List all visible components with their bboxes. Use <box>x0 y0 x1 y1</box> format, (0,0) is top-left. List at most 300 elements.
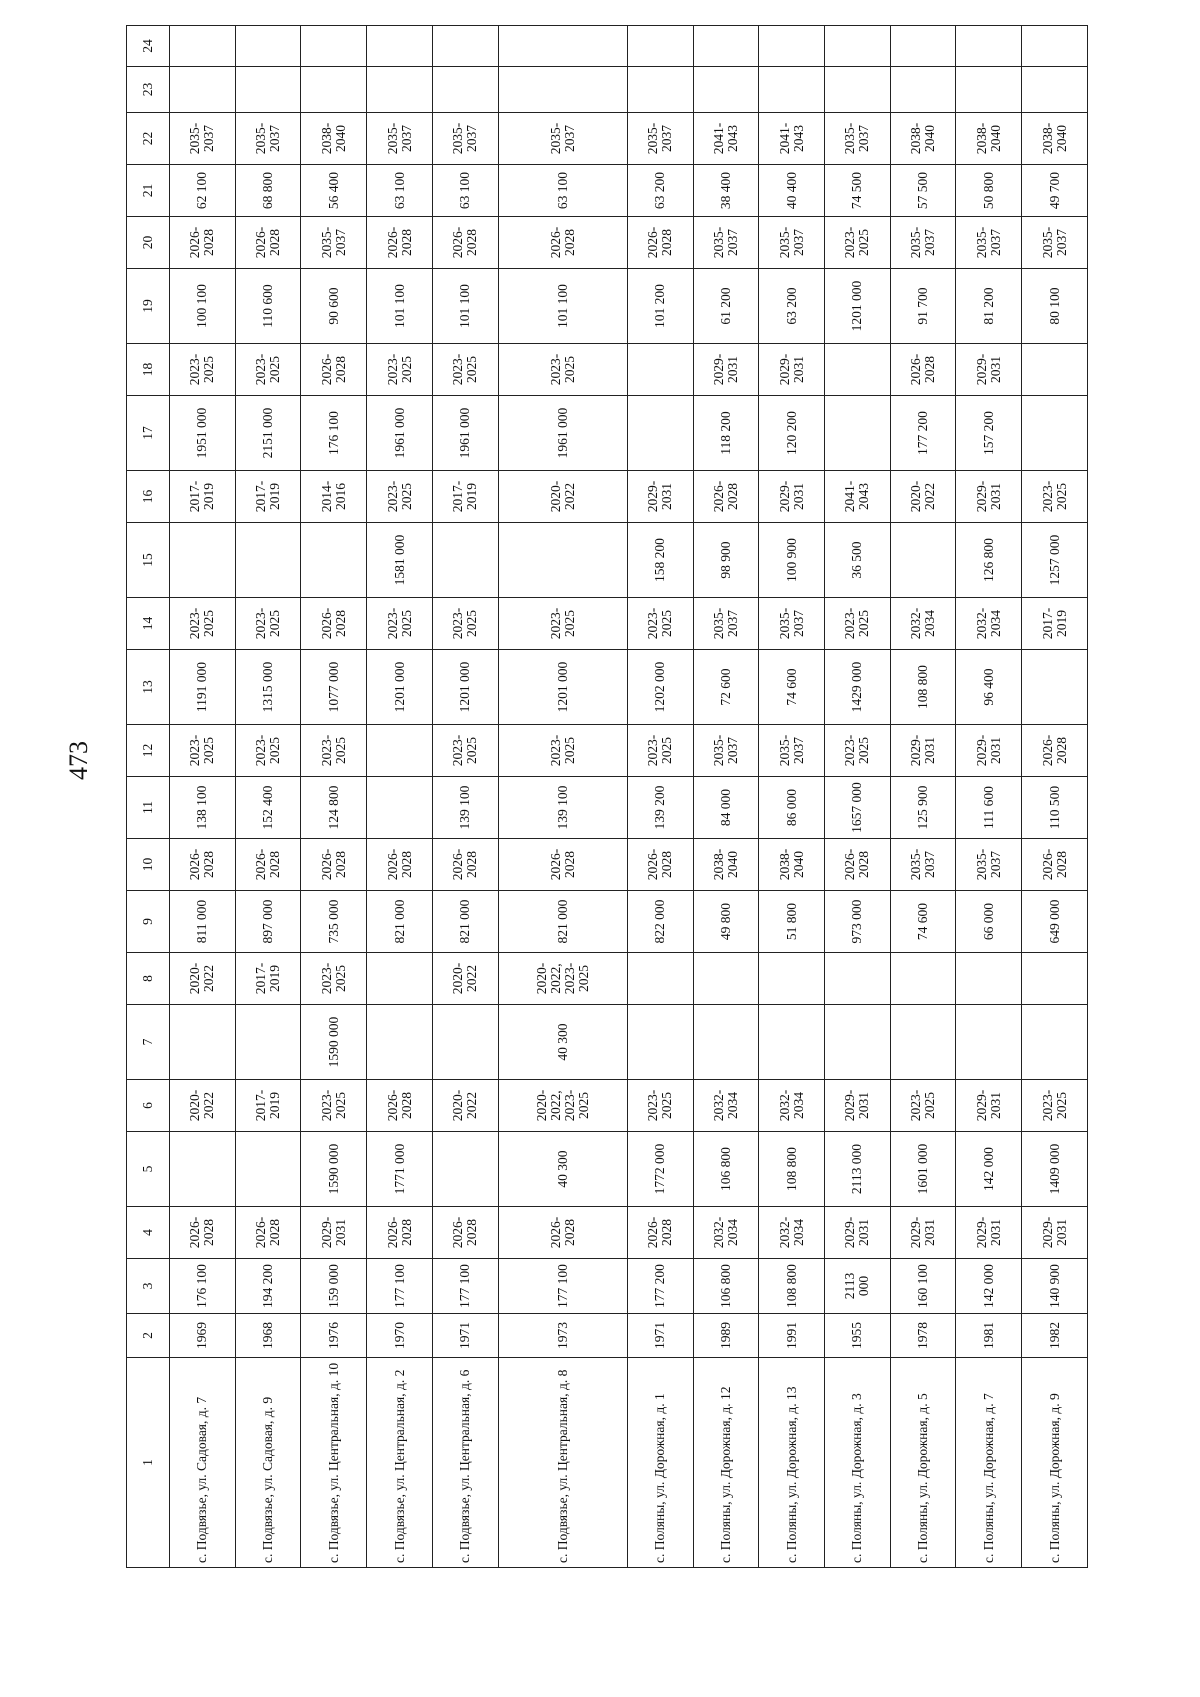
table-cell <box>759 67 825 113</box>
table-cell: 1315 000 <box>235 650 301 725</box>
table-cell: 101 100 <box>367 269 433 344</box>
table-cell: 194 200 <box>235 1259 301 1314</box>
column-header-4: 4 <box>127 1207 170 1259</box>
table-cell <box>498 67 627 113</box>
table-cell: 1202 000 <box>627 650 693 725</box>
table-cell: 2032- 2034 <box>693 1207 759 1259</box>
table-cell: 2035- 2037 <box>956 839 1022 891</box>
table-cell: 1201 000 <box>498 650 627 725</box>
table-cell: 2023- 2025 <box>627 1080 693 1132</box>
table-cell: 2023- 2025 <box>432 725 498 777</box>
table-cell: 2026- 2028 <box>235 1207 301 1259</box>
table-cell: 1971 <box>432 1314 498 1358</box>
table-cell: 2026- 2028 <box>627 217 693 269</box>
table-cell <box>235 523 301 598</box>
table-cell <box>170 26 236 67</box>
table-cell: 152 400 <box>235 777 301 839</box>
address-cell: с. Поляны, ул. Дорожная, д. 3 <box>824 1358 890 1568</box>
table-cell: 2020- 2022, 2023- 2025 <box>498 953 627 1005</box>
table-cell: 973 000 <box>824 891 890 953</box>
table-cell: 56 400 <box>301 165 367 217</box>
table-cell <box>627 396 693 471</box>
table-row <box>432 26 498 1568</box>
table-cell: 2029- 2031 <box>301 1207 367 1259</box>
address-cell: с. Подвязье, ул. Центральная, д. 8 <box>498 1358 627 1568</box>
table-cell <box>693 1005 759 1080</box>
table-cell: 2023- 2025 <box>432 344 498 396</box>
table-cell: 2017- 2019 <box>170 471 236 523</box>
table-cell <box>170 67 236 113</box>
table-cell <box>367 725 433 777</box>
table-cell: 38 400 <box>693 165 759 217</box>
table-cell: 2026- 2028 <box>693 471 759 523</box>
table-cell: 139 100 <box>498 777 627 839</box>
table-cell <box>890 523 956 598</box>
table-row <box>301 26 367 1568</box>
table-cell: 40 300 <box>498 1005 627 1080</box>
table-cell: 177 200 <box>627 1259 693 1314</box>
table-cell: 98 900 <box>693 523 759 598</box>
table-cell: 2038- 2040 <box>1022 113 1088 165</box>
table-cell <box>367 777 433 839</box>
table-cell: 176 100 <box>170 1259 236 1314</box>
table-cell <box>170 1005 236 1080</box>
table-cell: 2020- 2022, 2023- 2025 <box>498 1080 627 1132</box>
address-cell: с. Подвязье, ул. Центральная, д. 6 <box>432 1358 498 1568</box>
table-cell: 2041- 2043 <box>693 113 759 165</box>
table-cell: 36 500 <box>824 523 890 598</box>
table-cell <box>367 67 433 113</box>
table-cell: 2026- 2028 <box>432 839 498 891</box>
table-cell: 110 500 <box>1022 777 1088 839</box>
table-cell: 63 200 <box>759 269 825 344</box>
table-cell: 1971 <box>627 1314 693 1358</box>
column-header-14: 14 <box>127 598 170 650</box>
table-cell: 118 200 <box>693 396 759 471</box>
table-cell: 50 800 <box>956 165 1022 217</box>
table-cell: 72 600 <box>693 650 759 725</box>
table-cell: 1581 000 <box>367 523 433 598</box>
table-cell <box>824 396 890 471</box>
table-cell: 2029- 2031 <box>956 1207 1022 1259</box>
table-row <box>235 26 301 1568</box>
table-cell: 2035- 2037 <box>693 217 759 269</box>
table-cell: 63 100 <box>367 165 433 217</box>
column-header-11: 11 <box>127 777 170 839</box>
table-cell: 2026- 2028 <box>498 839 627 891</box>
table-cell: 1981 <box>956 1314 1022 1358</box>
table-cell: 2029- 2031 <box>627 471 693 523</box>
table-cell: 66 000 <box>956 891 1022 953</box>
table-cell: 2035- 2037 <box>498 113 627 165</box>
table-cell: 2023- 2025 <box>498 725 627 777</box>
table-cell: 74 600 <box>890 891 956 953</box>
table-cell <box>367 953 433 1005</box>
table-row <box>1022 26 1088 1568</box>
table-cell <box>432 26 498 67</box>
table-cell: 2029- 2031 <box>890 1207 956 1259</box>
table-cell: 2035- 2037 <box>693 725 759 777</box>
column-header-7: 7 <box>127 1005 170 1080</box>
table-row <box>627 26 693 1568</box>
table-cell: 1961 000 <box>367 396 433 471</box>
table-cell: 1077 000 <box>301 650 367 725</box>
table-cell <box>432 1132 498 1207</box>
table-cell: 2023- 2025 <box>498 344 627 396</box>
table-cell: 1590 000 <box>301 1005 367 1080</box>
address-cell: с. Подвязье, ул. Садовая, д. 7 <box>170 1358 236 1568</box>
table-cell <box>1022 650 1088 725</box>
table-cell: 2026- 2028 <box>498 217 627 269</box>
table-cell: 2020- 2022 <box>170 953 236 1005</box>
table-cell: 2032- 2034 <box>890 598 956 650</box>
table-cell: 139 100 <box>432 777 498 839</box>
table-cell <box>890 953 956 1005</box>
table-cell: 821 000 <box>367 891 433 953</box>
table-cell <box>170 523 236 598</box>
table-cell: 177 100 <box>498 1259 627 1314</box>
table-cell: 1970 <box>367 1314 433 1358</box>
table-cell: 821 000 <box>498 891 627 953</box>
column-header-16: 16 <box>127 471 170 523</box>
table-cell: 897 000 <box>235 891 301 953</box>
table-cell: 139 200 <box>627 777 693 839</box>
table-cell: 2029- 2031 <box>956 344 1022 396</box>
column-header-18: 18 <box>127 344 170 396</box>
table-cell: 2026- 2028 <box>301 839 367 891</box>
table-cell: 2017- 2019 <box>235 1080 301 1132</box>
table-cell: 2035- 2037 <box>1022 217 1088 269</box>
table-cell: 2029- 2031 <box>824 1080 890 1132</box>
table-cell: 2020- 2022 <box>890 471 956 523</box>
table-cell: 2026- 2028 <box>170 839 236 891</box>
column-header-24: 24 <box>127 26 170 67</box>
table-cell: 2026- 2028 <box>824 839 890 891</box>
table-cell <box>759 953 825 1005</box>
table-cell: 2023- 2025 <box>367 471 433 523</box>
table-cell: 2026- 2028 <box>627 1207 693 1259</box>
table-cell: 176 100 <box>301 396 367 471</box>
column-header-9: 9 <box>127 891 170 953</box>
column-header-2: 2 <box>127 1314 170 1358</box>
table-cell <box>301 523 367 598</box>
table-cell: 142 000 <box>956 1259 1022 1314</box>
table-cell: 1968 <box>235 1314 301 1358</box>
table-cell <box>693 953 759 1005</box>
table-cell <box>824 67 890 113</box>
table-cell: 2035- 2037 <box>956 217 1022 269</box>
table-cell: 1951 000 <box>170 396 236 471</box>
table-cell: 2026- 2028 <box>235 217 301 269</box>
table-cell: 101 100 <box>432 269 498 344</box>
table-cell: 126 800 <box>956 523 1022 598</box>
table-cell: 822 000 <box>627 891 693 953</box>
table-cell <box>1022 26 1088 67</box>
table-cell: 2029- 2031 <box>693 344 759 396</box>
table-cell <box>1022 1005 1088 1080</box>
table-cell: 159 000 <box>301 1259 367 1314</box>
table-cell: 2026- 2028 <box>367 217 433 269</box>
address-cell: с. Поляны, ул. Дорожная, д. 9 <box>1022 1358 1088 1568</box>
table-cell: 2038- 2040 <box>956 113 1022 165</box>
table-cell: 106 800 <box>693 1259 759 1314</box>
table-cell <box>367 26 433 67</box>
table-cell: 120 200 <box>759 396 825 471</box>
column-header-8: 8 <box>127 953 170 1005</box>
table-cell: 2023- 2025 <box>890 1080 956 1132</box>
table-cell: 649 000 <box>1022 891 1088 953</box>
table-cell: 2023- 2025 <box>170 598 236 650</box>
table-cell: 1201 000 <box>824 269 890 344</box>
table-cell: 2020- 2022 <box>432 1080 498 1132</box>
table-cell: 101 200 <box>627 269 693 344</box>
table-cell: 2023- 2025 <box>824 598 890 650</box>
table-cell: 2038- 2040 <box>301 113 367 165</box>
column-header-21: 21 <box>127 165 170 217</box>
table-cell: 40 300 <box>498 1132 627 1207</box>
table-cell <box>824 344 890 396</box>
table-cell: 2026- 2028 <box>432 1207 498 1259</box>
table-cell <box>301 67 367 113</box>
table-cell: 74 500 <box>824 165 890 217</box>
table-cell: 2023- 2025 <box>301 725 367 777</box>
table-cell: 62 100 <box>170 165 236 217</box>
table-cell: 101 100 <box>498 269 627 344</box>
table-cell: 2029- 2031 <box>956 725 1022 777</box>
table-cell: 2035- 2037 <box>367 113 433 165</box>
table-cell <box>693 67 759 113</box>
table-cell: 2035- 2037 <box>432 113 498 165</box>
table-cell <box>498 26 627 67</box>
table-row <box>170 26 236 1568</box>
table-cell: 2026- 2028 <box>1022 725 1088 777</box>
table-cell <box>627 344 693 396</box>
table-cell: 2020- 2022 <box>498 471 627 523</box>
table-cell: 2035- 2037 <box>890 839 956 891</box>
column-header-5: 5 <box>127 1132 170 1207</box>
address-cell: с. Подвязье, ул. Садовая, д. 9 <box>235 1358 301 1568</box>
table-cell: 2029- 2031 <box>956 1080 1022 1132</box>
table-cell: 63 100 <box>432 165 498 217</box>
table-row <box>498 26 627 1568</box>
table-cell: 2023- 2025 <box>367 598 433 650</box>
header-row <box>127 26 170 1568</box>
table-cell: 1969 <box>170 1314 236 1358</box>
table-cell: 1989 <box>693 1314 759 1358</box>
table-cell <box>432 1005 498 1080</box>
table-cell: 2035- 2037 <box>170 113 236 165</box>
table-cell: 2023- 2025 <box>824 725 890 777</box>
table-cell <box>170 1132 236 1207</box>
table-cell <box>956 26 1022 67</box>
table-cell: 2113 000 <box>824 1132 890 1207</box>
table-cell <box>1022 344 1088 396</box>
column-header-20: 20 <box>127 217 170 269</box>
table-cell: 1978 <box>890 1314 956 1358</box>
table-cell: 2026- 2028 <box>235 839 301 891</box>
address-cell: с. Поляны, ул. Дорожная, д. 7 <box>956 1358 1022 1568</box>
table-cell: 108 800 <box>890 650 956 725</box>
table-cell: 2029- 2031 <box>824 1207 890 1259</box>
table-cell: 2035- 2037 <box>759 598 825 650</box>
column-header-1: 1 <box>127 1358 170 1568</box>
table-cell: 110 600 <box>235 269 301 344</box>
column-header-10: 10 <box>127 839 170 891</box>
table-cell <box>1022 67 1088 113</box>
table-cell <box>301 26 367 67</box>
table-cell: 2026- 2028 <box>367 1080 433 1132</box>
table-cell: 2032- 2034 <box>759 1080 825 1132</box>
table-cell: 1657 000 <box>824 777 890 839</box>
table-cell: 63 200 <box>627 165 693 217</box>
table-cell <box>432 523 498 598</box>
address-cell: с. Поляны, ул. Дорожная, д. 13 <box>759 1358 825 1568</box>
table-cell <box>890 1005 956 1080</box>
table-cell: 2023- 2025 <box>170 344 236 396</box>
table-cell <box>759 26 825 67</box>
table-cell <box>956 1005 1022 1080</box>
table-cell: 2029- 2031 <box>890 725 956 777</box>
table-cell <box>627 953 693 1005</box>
table-cell: 84 000 <box>693 777 759 839</box>
table-cell: 2023- 2025 <box>498 598 627 650</box>
column-header-3: 3 <box>127 1259 170 1314</box>
table-cell: 2035- 2037 <box>301 217 367 269</box>
table-cell: 1590 000 <box>301 1132 367 1207</box>
table-cell: 2023- 2025 <box>1022 471 1088 523</box>
table-cell: 49 700 <box>1022 165 1088 217</box>
table-cell: 1976 <box>301 1314 367 1358</box>
table-row <box>824 26 890 1568</box>
table-cell <box>824 953 890 1005</box>
table-row <box>956 26 1022 1568</box>
table-cell: 2023- 2025 <box>367 344 433 396</box>
table-cell: 1601 000 <box>890 1132 956 1207</box>
table-cell: 142 000 <box>956 1132 1022 1207</box>
table-cell: 100 100 <box>170 269 236 344</box>
table-cell: 2023- 2025 <box>824 217 890 269</box>
table-cell: 57 500 <box>890 165 956 217</box>
table-cell <box>627 1005 693 1080</box>
table-cell: 2023- 2025 <box>432 598 498 650</box>
table-cell: 91 700 <box>890 269 956 344</box>
table-cell: 2020- 2022 <box>432 953 498 1005</box>
table-cell: 2017- 2019 <box>1022 598 1088 650</box>
table-cell: 74 600 <box>759 650 825 725</box>
column-header-15: 15 <box>127 523 170 598</box>
table-cell: 2035- 2037 <box>759 725 825 777</box>
table-cell <box>235 67 301 113</box>
table-cell: 1771 000 <box>367 1132 433 1207</box>
table-cell: 2017- 2019 <box>235 471 301 523</box>
table-cell <box>956 953 1022 1005</box>
table-cell: 2038- 2040 <box>759 839 825 891</box>
table-cell: 1991 <box>759 1314 825 1358</box>
table-cell: 1191 000 <box>170 650 236 725</box>
table-cell: 2032- 2034 <box>759 1207 825 1259</box>
table-cell: 2023- 2025 <box>301 953 367 1005</box>
table-cell: 1973 <box>498 1314 627 1358</box>
table-cell: 1955 <box>824 1314 890 1358</box>
address-cell: с. Подвязье, ул. Центральная, д. 10 <box>301 1358 367 1568</box>
table-cell: 2035- 2037 <box>627 113 693 165</box>
table-cell: 177 200 <box>890 396 956 471</box>
column-header-13: 13 <box>127 650 170 725</box>
table-cell: 2014- 2016 <box>301 471 367 523</box>
table-cell: 80 100 <box>1022 269 1088 344</box>
column-header-6: 6 <box>127 1080 170 1132</box>
page-number: 473 <box>64 741 93 780</box>
column-header-12: 12 <box>127 725 170 777</box>
table-cell <box>627 26 693 67</box>
table-cell: 2026- 2028 <box>170 1207 236 1259</box>
table-cell: 160 100 <box>890 1259 956 1314</box>
table-cell: 1982 <box>1022 1314 1088 1358</box>
table-cell: 2035- 2037 <box>824 113 890 165</box>
table-cell: 40 400 <box>759 165 825 217</box>
table-row <box>693 26 759 1568</box>
address-cell: с. Подвязье, ул. Центральная, д. 2 <box>367 1358 433 1568</box>
table-cell <box>824 26 890 67</box>
table-cell: 2035- 2037 <box>759 217 825 269</box>
table-cell: 140 900 <box>1022 1259 1088 1314</box>
table-cell: 51 800 <box>759 891 825 953</box>
table-cell: 2026- 2028 <box>1022 839 1088 891</box>
table-cell: 2035- 2037 <box>890 217 956 269</box>
table-cell: 2020- 2022 <box>170 1080 236 1132</box>
table-cell: 158 200 <box>627 523 693 598</box>
column-header-23: 23 <box>127 67 170 113</box>
table-cell: 811 000 <box>170 891 236 953</box>
table-cell: 177 100 <box>367 1259 433 1314</box>
table-cell: 1257 000 <box>1022 523 1088 598</box>
table-cell: 2113 000 <box>824 1259 890 1314</box>
table-cell: 2041- 2043 <box>824 471 890 523</box>
table-cell <box>1022 396 1088 471</box>
table-cell: 2026- 2028 <box>367 839 433 891</box>
table-cell: 124 800 <box>301 777 367 839</box>
table-cell: 2032- 2034 <box>693 1080 759 1132</box>
table-cell: 111 600 <box>956 777 1022 839</box>
table-cell: 821 000 <box>432 891 498 953</box>
table-cell: 1201 000 <box>367 650 433 725</box>
table-cell: 1772 000 <box>627 1132 693 1207</box>
table-cell: 86 000 <box>759 777 825 839</box>
table-cell: 2023- 2025 <box>627 598 693 650</box>
table-cell: 49 800 <box>693 891 759 953</box>
table-cell: 2023- 2025 <box>235 344 301 396</box>
table-cell: 138 100 <box>170 777 236 839</box>
table-cell: 1961 000 <box>498 396 627 471</box>
table-cell: 1429 000 <box>824 650 890 725</box>
data-table-rotated <box>126 39 1088 1568</box>
table-cell: 2026- 2028 <box>432 217 498 269</box>
table-cell: 2029- 2031 <box>759 344 825 396</box>
table-cell: 2023- 2025 <box>235 598 301 650</box>
table-cell: 2017- 2019 <box>432 471 498 523</box>
table-cell: 108 800 <box>759 1259 825 1314</box>
table-cell: 2023- 2025 <box>1022 1080 1088 1132</box>
table-cell <box>890 26 956 67</box>
table-cell <box>235 26 301 67</box>
table-cell: 2026- 2028 <box>890 344 956 396</box>
table-cell: 2023- 2025 <box>627 725 693 777</box>
column-header-17: 17 <box>127 396 170 471</box>
table-cell <box>759 1005 825 1080</box>
table-cell: 2035- 2037 <box>693 598 759 650</box>
table-cell: 2026- 2028 <box>301 344 367 396</box>
table-cell: 2038- 2040 <box>693 839 759 891</box>
